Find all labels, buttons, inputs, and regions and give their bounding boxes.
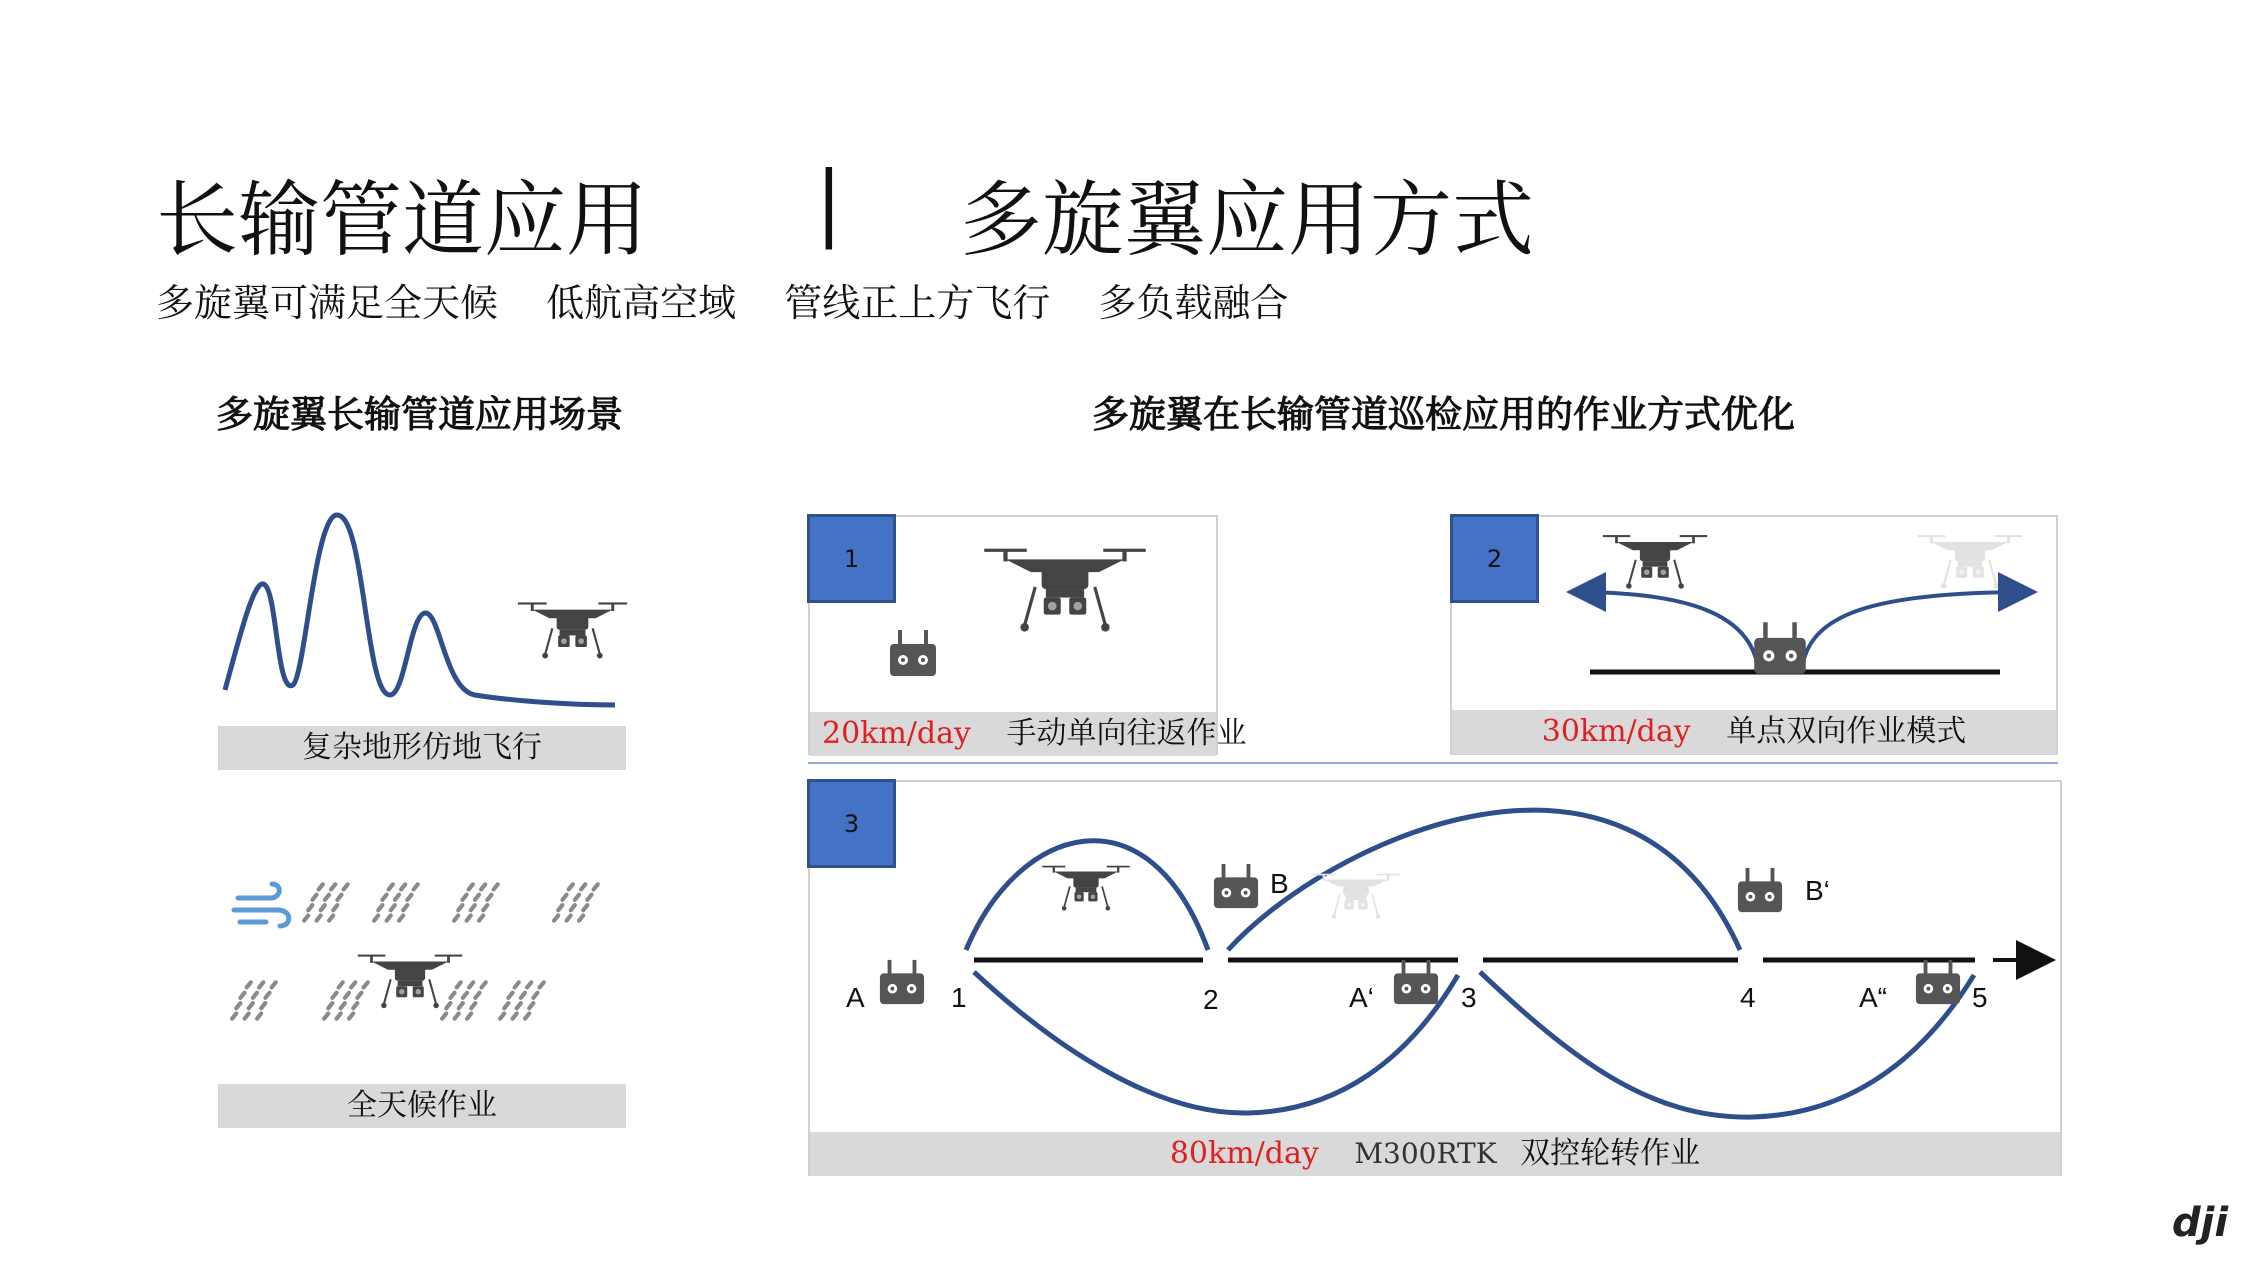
drone-icon (984, 549, 1146, 632)
drone-model: M300RTK (1354, 1137, 1497, 1170)
remote-controller-icon (880, 960, 924, 1004)
drone-icon (1918, 535, 2023, 589)
wind-icon (234, 884, 289, 926)
right-section-heading: 多旋翼在长输管道巡检应用的作业方式优化 (1092, 393, 1795, 436)
mode-description: 双控轮转作业 (1520, 1136, 1701, 1171)
remote-controller-icon (1738, 868, 1782, 912)
flight-path-arrow (1574, 592, 1758, 668)
rain-icon (374, 884, 418, 920)
station-label: B (1270, 868, 1289, 899)
rain-icon (442, 982, 486, 1018)
drone-icon (1603, 535, 1708, 589)
point-label: 4 (1740, 982, 1756, 1013)
title-separator: | (815, 155, 843, 250)
point-label: 1 (951, 982, 967, 1013)
scene2-caption: 全天候作业 (218, 1084, 626, 1128)
rain-icon (304, 884, 348, 920)
feature-item: 低航高空域 (546, 281, 737, 325)
remote-controller-icon (1916, 960, 1960, 1004)
section-divider (808, 762, 2058, 764)
rain-icon (232, 982, 276, 1018)
feature-item: 多负载融合 (1098, 281, 1289, 325)
speed-label: 20km/day (822, 716, 971, 751)
flight-path-arrow (1802, 592, 2030, 668)
feature-item: 多旋翼可满足全天候 (156, 281, 499, 325)
remote-controller-icon (1214, 864, 1258, 908)
page-title: 长输管道应用 (156, 173, 649, 268)
panel1-graphic (880, 520, 1210, 700)
flight-arc (966, 841, 1208, 950)
panel1-caption (810, 712, 1247, 756)
scene1-caption: 复杂地形仿地飞行 (218, 726, 626, 770)
rain-icon (500, 982, 544, 1018)
terrain-scene (215, 495, 635, 725)
panel-number-badge: 3 (807, 779, 896, 868)
drone-icon (358, 955, 463, 1009)
feature-list (156, 272, 1324, 327)
station-label: B‘ (1805, 875, 1830, 906)
panel3-caption (810, 1132, 2060, 1176)
weather-scene (230, 870, 630, 1040)
feature-item: 管线正上方飞行 (784, 281, 1051, 325)
rain-icon (554, 884, 598, 920)
station-label: A“ (1859, 982, 1887, 1013)
dji-logo: dji (2172, 1200, 2229, 1246)
station-label: A (846, 982, 865, 1013)
left-section-heading: 多旋翼长输管道应用场景 (216, 393, 623, 436)
panel2-caption (1452, 710, 2056, 754)
station-label: A‘ (1349, 982, 1374, 1013)
panel2-graphic (1540, 520, 2050, 690)
page-subtitle-title: 多旋翼应用方式 (960, 173, 1535, 268)
mode-description: 手动单向往返作业 (1006, 716, 1247, 751)
point-label: 5 (1972, 982, 1988, 1013)
flight-arc (1228, 810, 1740, 950)
mode-description: 单点双向作业模式 (1726, 714, 1967, 749)
speed-label: 80km/day (1169, 1136, 1319, 1171)
flight-arc (1480, 972, 1974, 1117)
drone-icon (1042, 866, 1129, 911)
rain-icon (454, 884, 498, 920)
point-label: 2 (1203, 984, 1219, 1015)
panel-number-badge: 2 (1450, 514, 1539, 603)
panel-number-badge: 1 (807, 514, 896, 603)
drone-icon (518, 602, 627, 658)
remote-controller-icon (1394, 960, 1438, 1004)
point-label: 3 (1461, 982, 1477, 1013)
drone-icon (1312, 874, 1399, 919)
remote-controller-icon (890, 630, 936, 676)
speed-label: 30km/day (1541, 714, 1691, 749)
remote-controller-icon (1754, 622, 1806, 674)
panel3-graphic (808, 780, 2062, 1130)
rain-icon (324, 982, 368, 1018)
